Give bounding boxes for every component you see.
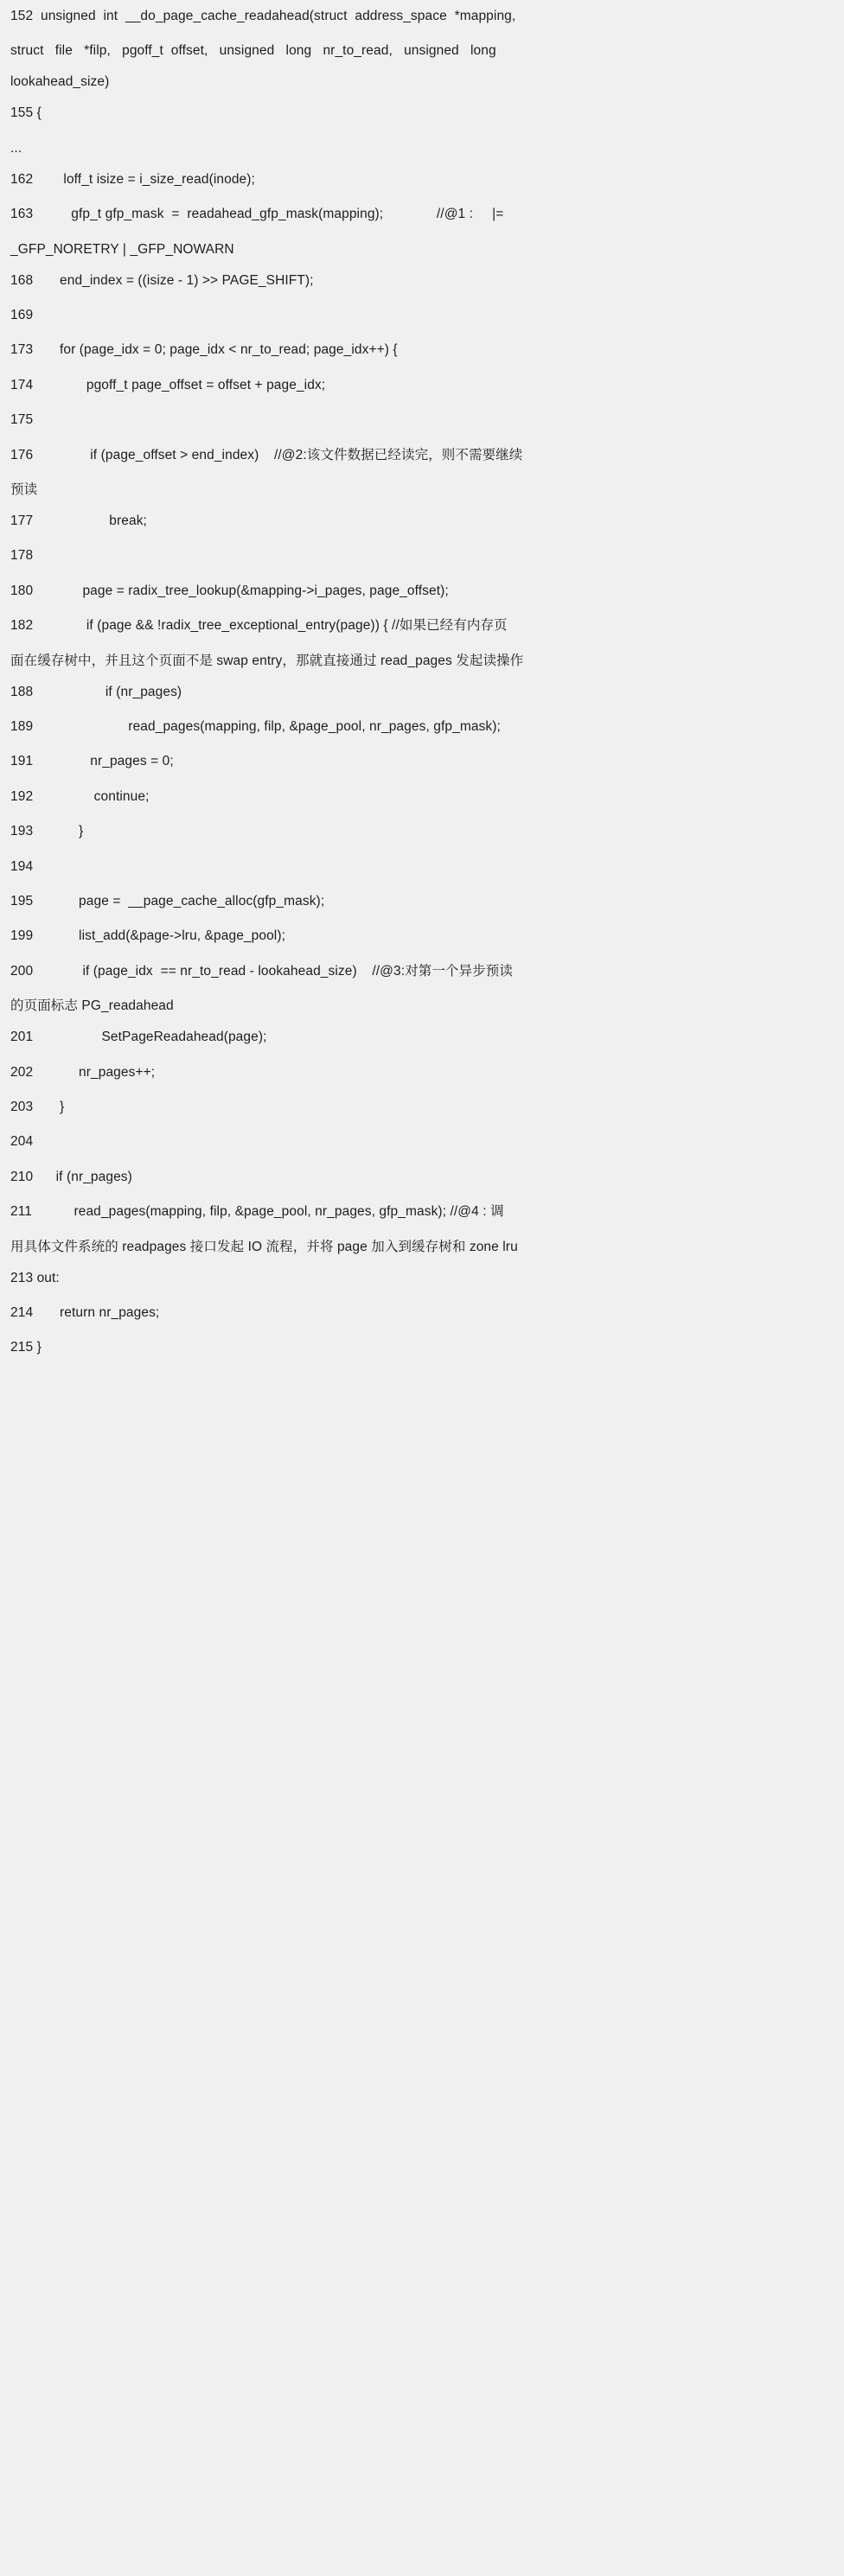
code-line: 176 if (page_offset > end_index) //@2:该文件数据已经读完，则不需要继续 bbox=[10, 447, 523, 462]
code-line: 202 nr_pages++; bbox=[10, 1064, 156, 1080]
code-line: 193 } bbox=[10, 824, 84, 839]
code-line: 180 page = radix_tree_lookup(&mapping->i_pages, page_offset); bbox=[10, 583, 449, 598]
code-line: 194 bbox=[10, 858, 34, 874]
code-line: 152 unsigned int __do_page_cache_readahead(struct address_space *mapping, bbox=[10, 9, 516, 23]
code-line-continuation: lookahead_size) bbox=[10, 74, 110, 90]
code-line-continuation: 的页面标志 PG_readahead bbox=[10, 998, 174, 1014]
code-line-continuation: 用具体文件系统的 readpages 接口发起 IO 流程，并将 page 加入到缓存树和 zone lru bbox=[10, 1239, 518, 1254]
code-line-continuation: 面在缓存树中，并且这个页面不是 swap entry，那就直接通过 read_pages 发起读操作 bbox=[10, 653, 524, 668]
code-line: 199 list_add(&page->lru, &page_pool); bbox=[10, 928, 286, 944]
code-line: 169 bbox=[10, 308, 34, 322]
code-line-continuation: 预读 bbox=[10, 482, 38, 497]
code-line: 213 out: bbox=[10, 1270, 60, 1285]
code-line: 201 SetPageReadahead(page); bbox=[10, 1030, 267, 1045]
code-line: 182 if (page && !radix_tree_exceptional_entry(page)) { //如果已经有内存页 bbox=[10, 618, 508, 634]
code-line: 191 nr_pages = 0; bbox=[10, 754, 174, 769]
code-line: 174 pgoff_t page_offset = offset + page_idx; bbox=[10, 377, 326, 392]
code-line: 204 bbox=[10, 1134, 34, 1150]
code-line: 173 for (page_idx = 0; page_idx < nr_to_read; page_idx++) { bbox=[10, 342, 398, 358]
code-line: 200 if (page_idx == nr_to_read - lookahead_size) //@3:对第一个异步预读 bbox=[10, 963, 513, 979]
code-line: 155 { bbox=[10, 105, 42, 121]
code-line-continuation: struct file *filp, pgoff_t offset, unsigned long nr_to_read, unsigned long bbox=[10, 43, 496, 59]
code-line-continuation: ... bbox=[10, 140, 22, 156]
code-line: 195 page = __page_cache_alloc(gfp_mask); bbox=[10, 894, 325, 909]
code-line: 215 } bbox=[10, 1340, 42, 1355]
code-line: 211 read_pages(mapping, filp, &page_pool, nr_pages, gfp_mask); //@4 : 调 bbox=[10, 1204, 504, 1220]
code-line: 203 } bbox=[10, 1100, 65, 1114]
code-line: 188 if (nr_pages) bbox=[10, 684, 182, 699]
code-line: 189 read_pages(mapping, filp, &page_pool, nr_pages, gfp_mask); bbox=[10, 719, 501, 734]
code-line: 178 bbox=[10, 548, 34, 564]
code-line: 168 end_index = ((isize - 1) >> PAGE_SHIFT); bbox=[10, 272, 314, 288]
code-line: 210 if (nr_pages) bbox=[10, 1169, 132, 1184]
code-line: 214 return nr_pages; bbox=[10, 1305, 160, 1320]
code-line-continuation: _GFP_NORETRY | _GFP_NOWARN bbox=[10, 241, 234, 257]
code-line: 163 gfp_t gfp_mask = readahead_gfp_mask(mapping); //@1 : |= bbox=[10, 207, 504, 222]
code-line: 177 break; bbox=[10, 513, 147, 528]
code-line: 175 bbox=[10, 412, 34, 428]
code-line: 162 loff_t isize = i_size_read(inode); bbox=[10, 171, 255, 187]
code-line: 192 continue; bbox=[10, 788, 150, 804]
